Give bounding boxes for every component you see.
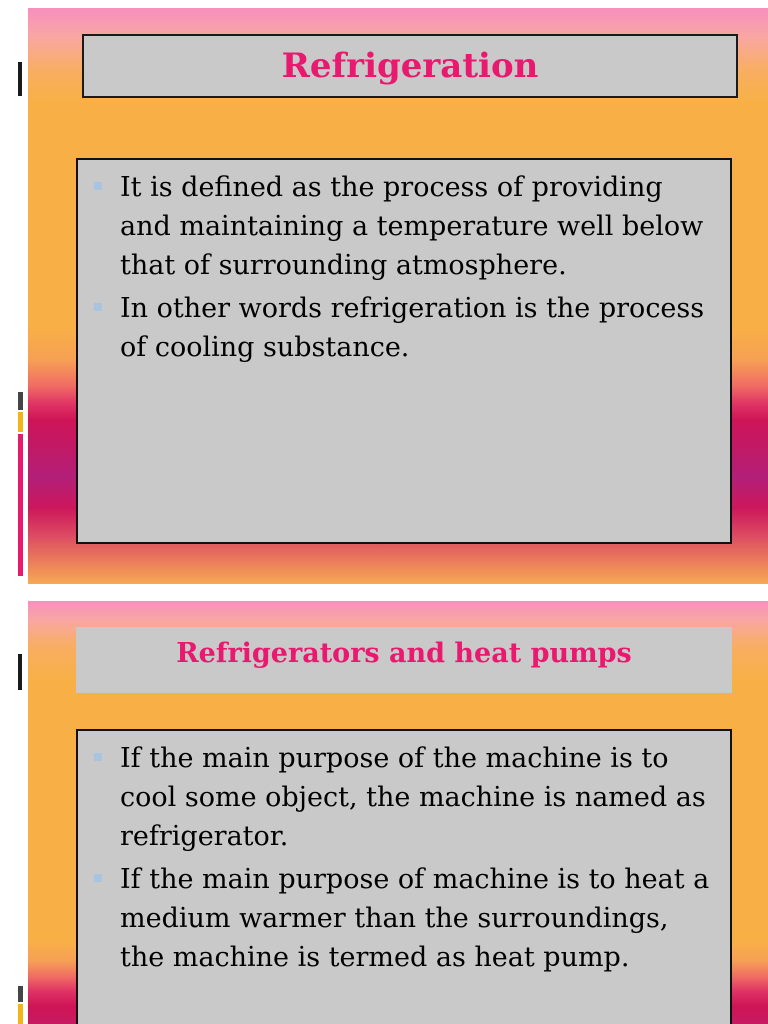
slide-refrigeration [28,8,768,584]
bullet-text: In other words refrigeration is the process of cooling substance. [120,293,705,363]
bullet-list [92,739,720,977]
list-item [92,289,720,367]
slide-title: Refrigeration [82,34,738,98]
bullet-list [92,168,720,367]
slide-1-side-mark-pink [18,434,23,576]
slide-2-side-mark-yellow [18,1004,23,1024]
slide-1-side-mark-dark [18,392,23,410]
slide-2-side-mark-dark [18,986,23,1002]
slide-2-left-bar-mark [18,654,22,690]
slide-refrigerators-and-heat-pumps [28,601,768,1024]
square-bullet-icon [94,303,102,311]
slide-1-left-bar-mark [18,62,22,96]
slide-1-side-mark-yellow [18,412,23,432]
square-bullet-icon [94,753,102,761]
list-item [92,860,720,977]
bullet-text: If the main purpose of machine is to heat a medium warmer than the surroundings, the machine is termed as heat pump. [120,864,710,973]
content-box [76,158,732,544]
content-box [76,729,732,1024]
slide-title: Refrigerators and heat pumps [76,627,732,693]
bullet-text: If the main purpose of the machine is to cool some object, the machine is named as refrigerator. [120,743,706,852]
bullet-text: It is defined as the process of providing and maintaining a temperature well below that of surrounding atmosphere. [120,172,704,281]
square-bullet-icon [94,874,102,882]
list-item [92,168,720,285]
square-bullet-icon [94,182,102,190]
list-item [92,739,720,856]
